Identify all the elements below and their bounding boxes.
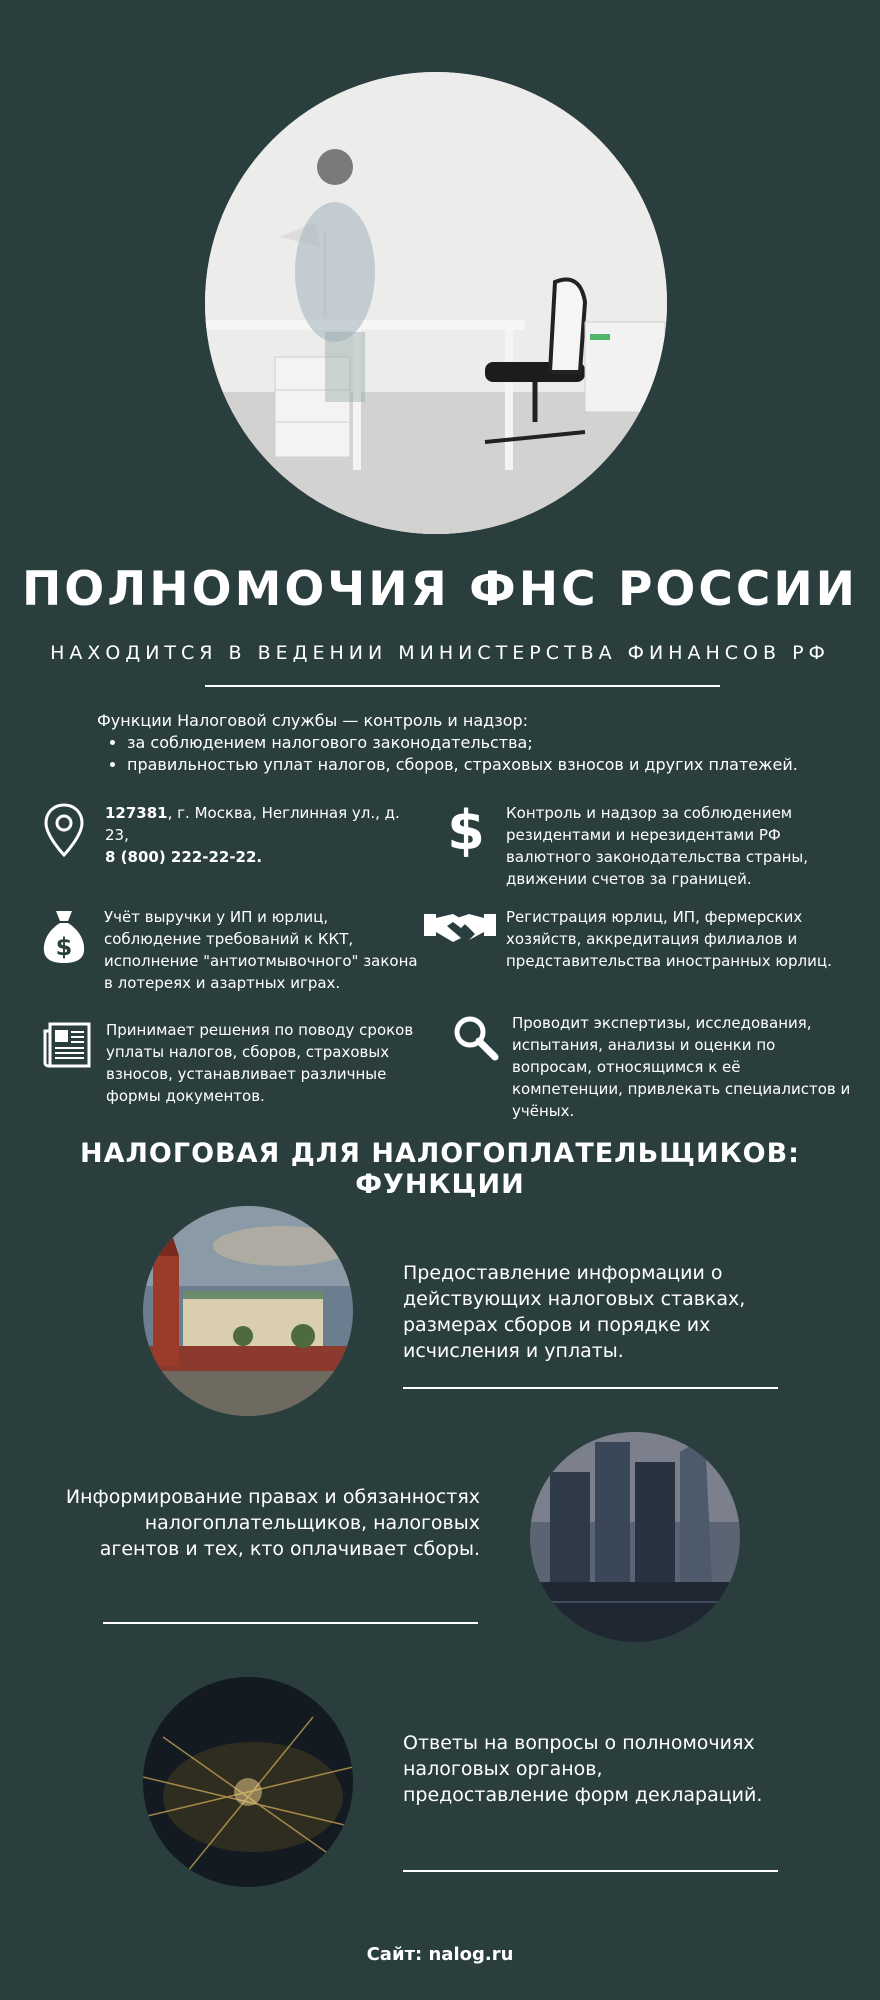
intro-list <box>97 732 817 776</box>
page-title: ПОЛНОМОЧИЯ ФНС РОССИИ <box>21 562 859 617</box>
expertise-text: Проводит экспертизы, исследования, испытания, анализы и оценки по вопросам, относящимся к её компетенции, привлекать специалистов и учёных. <box>512 1014 851 1120</box>
function-divider-1 <box>403 1387 778 1389</box>
page-subtitle: НАХОДИТСЯ В ВЕДЕНИИ МИНИСТЕРСТВА ФИНАНСОВ РФ <box>50 642 830 664</box>
magnifier-icon <box>450 1012 500 1062</box>
footer <box>0 1944 880 1965</box>
function-text-1: Предоставление информации о действующих налоговых ставках, размерах сборов и порядке их исчисления и уплаты. <box>403 1262 746 1362</box>
address-phone: 8 (800) 222-22-22. <box>105 848 263 866</box>
kremlin-photo <box>143 1206 353 1416</box>
dollar-icon: $ <box>447 798 485 862</box>
money-bag-icon <box>38 905 90 967</box>
svg-text:$: $ <box>55 933 73 961</box>
title-divider <box>205 685 720 687</box>
intro-lead: Функции Налоговой службы — контроль и надзор: <box>97 711 529 730</box>
registration-text: Регистрация юрлиц, ИП, фермерских хозяйств, аккредитация филиалов и представительства иностранных юрлиц. <box>506 908 832 970</box>
intro-bullet: • за соблюдением налогового законодательства; <box>127 732 817 754</box>
address-block <box>105 802 425 868</box>
night-city-photo <box>143 1677 353 1887</box>
hero-office-photo <box>205 72 667 534</box>
intro-block <box>97 710 817 776</box>
intro-bullet: • правильностью уплат налогов, сборов, страховых взносов и других платежей. <box>127 754 817 776</box>
newspaper-icon <box>40 1018 94 1072</box>
address-zip: 127381 <box>105 804 168 822</box>
location-pin-icon <box>38 800 90 860</box>
address-street: , г. Москва, Неглинная ул., д. 23, <box>105 804 400 844</box>
revenue-text: Учёт выручки у ИП и юрлиц, соблюдение требований к ККТ, исполнение "антиотмывочного" закона в лотереях и азартных играх. <box>104 908 418 992</box>
footer-label: Сайт: <box>366 1944 423 1965</box>
functions-heading: НАЛОГОВАЯ ДЛЯ НАЛОГОПЛАТЕЛЬЩИКОВ: ФУНКЦИИ <box>80 1138 800 1200</box>
decisions-text: Принимает решения по поводу сроков уплаты налогов, сборов, страховых взносов, устанавливает различные формы документов. <box>106 1021 414 1105</box>
function-text-3: Ответы на вопросы о полномочиях налоговых органов, предоставление форм деклараций. <box>403 1732 763 1806</box>
function-divider-3 <box>403 1870 778 1872</box>
handshake-icon <box>422 904 498 948</box>
control-text: Контроль и надзор за соблюдением резидентами и нерезидентами РФ валютного законодательства страны, движении счетов за границей. <box>506 804 809 888</box>
footer-site-link[interactable]: nalog.ru <box>428 1944 514 1965</box>
function-divider-2 <box>103 1622 478 1624</box>
moscow-city-photo <box>530 1432 740 1642</box>
function-text-2: Информирование правах и обязанностях налогоплательщиков, налоговых агентов и тех, кто оплачивает сборы. <box>65 1486 480 1560</box>
